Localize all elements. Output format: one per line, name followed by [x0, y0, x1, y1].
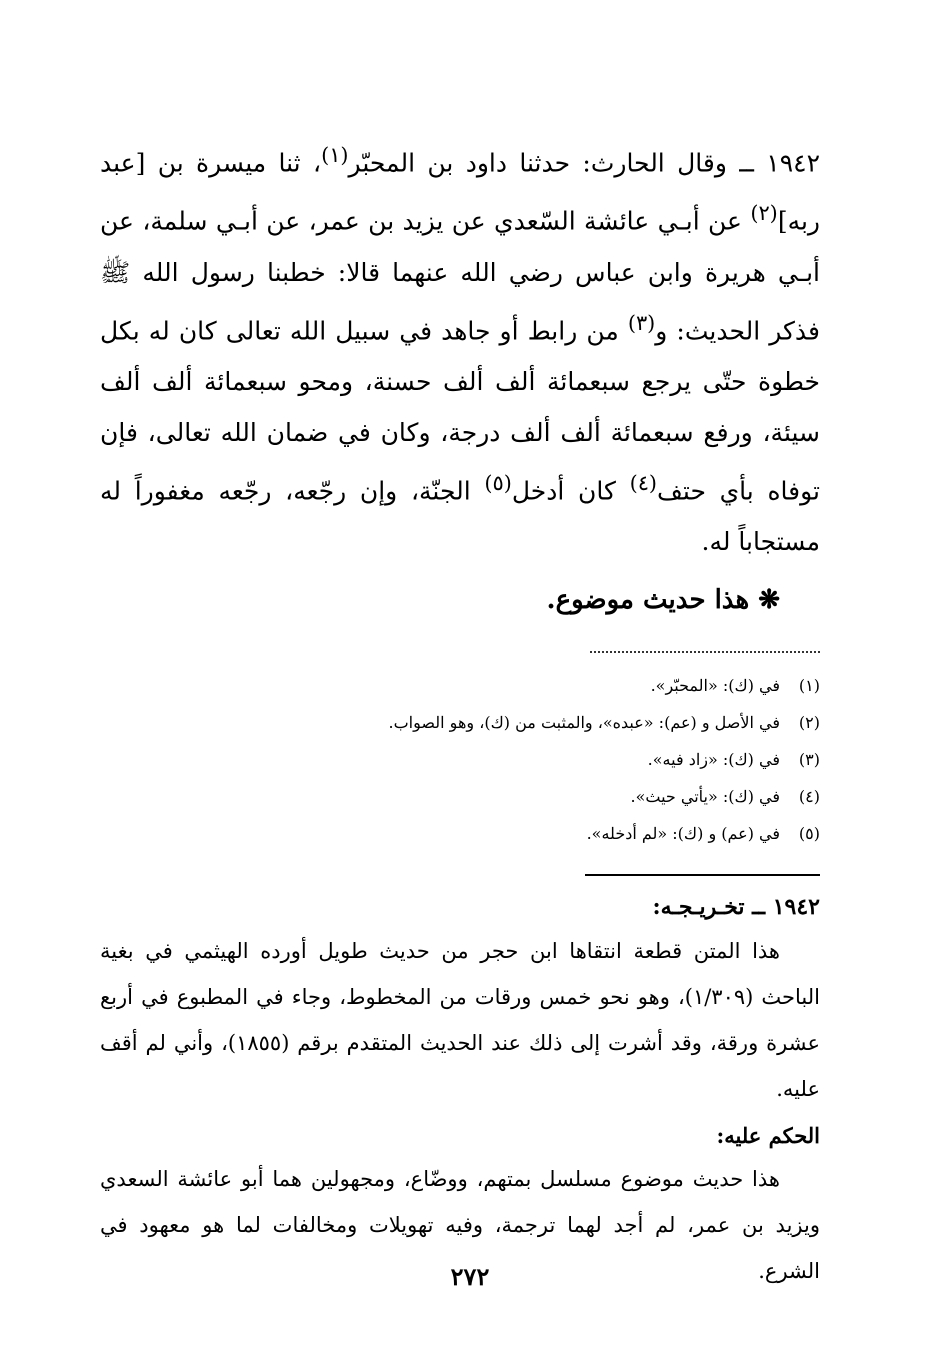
- footnote-separator: [590, 651, 820, 653]
- footnote-text: في (ك): «زاد فيه».: [647, 750, 780, 770]
- footnote-ref-1[interactable]: (١): [321, 143, 349, 167]
- footnote-text: في الأصل و (عم): «عبده»، والمثبت من (ك)، وهو الصواب.: [388, 713, 780, 733]
- hadith-text: [100, 130, 820, 567]
- footnote-ref-3[interactable]: (٣): [627, 310, 656, 335]
- footnote-number: (٢): [798, 713, 820, 733]
- page-number: ٢٧٢: [450, 1262, 490, 1291]
- section-rule: [585, 874, 820, 876]
- footnote-ref-2[interactable]: (٢): [750, 201, 778, 226]
- footnote-text: في (ك): «المحبّر».: [650, 676, 780, 696]
- hadith-part-2: ، ثنا ميسرة بن [عبد ربه]: [100, 148, 820, 236]
- footnote-text: في (ك): «يأتي حيث».: [630, 787, 780, 807]
- footnote-ref-5[interactable]: (٥): [484, 470, 512, 495]
- hadith-intro: ١٩٤٢ ــ وقال الحارث: حدثنا داود بن المحبّر: [348, 148, 820, 178]
- hadith-part-6: الجنّة، وإن رجّعه، رجّعه مغفوراً له مستجاباً له.: [100, 476, 820, 557]
- verdict: ❋ هذا حديث موضوع.: [546, 585, 780, 616]
- footnote-number: (٣): [798, 750, 820, 770]
- footnote-text: في (عم) و (ك): «لم أدخله».: [586, 824, 780, 844]
- footnote-number: (١): [798, 676, 820, 696]
- hadith-part-5: كان أدخل: [511, 476, 630, 506]
- footnote-item: [100, 704, 820, 741]
- footnote-number: (٤): [798, 787, 820, 807]
- footnotes-list: [100, 667, 820, 852]
- hadith-part-4: من رابط أو جاهد في سبيل الله تعالى كان له بكل خطوة حتّى يرجع سبعمائة ألف ألف حسنة، ومحو سبعمائة ألف ألف سيئة، ورفع سبعمائة ألف ألف درجة، وكان في ضمان الله تعالى، فإن توفاه بأي حتف: [100, 315, 820, 506]
- footnote-item: [100, 778, 820, 815]
- takhrij-title: ١٩٤٢ ــ تخـريـجـه:: [652, 894, 820, 921]
- hadith-part-3: عن أبـي عائشة السّعدي عن يزيد بن عمر، عن أبـي سلمة، عن أبـي هريرة وابن عباس رضي الله عنهما قالا: خطبنا رسول الله ﷺ فذكر الحديث: و: [100, 206, 821, 345]
- takhrij-text: هذا المتن قطعة انتقاها ابن حجر من حديث طويل أورده الهيثمي في بغية الباحث (١/٣٠٩)، وهو نحو خمس ورقات من المخطوط، وجاء في المطبوع في أربع عشرة ورقة، وقد أشرت إلى ذلك عند الحديث المتقدم برقم (١٨٥٥)، وأني لم أقف عليه.: [100, 939, 820, 1102]
- hukm-title: الحكم عليه:: [716, 1123, 820, 1149]
- footnote-number: (٥): [798, 824, 820, 844]
- page-body: [100, 130, 820, 1294]
- footnote-item: [100, 667, 820, 704]
- footnote-item: [100, 741, 820, 778]
- footnote-ref-4[interactable]: (٤): [629, 470, 658, 495]
- footnote-item: [100, 815, 820, 852]
- hukm-text: هذا حديث موضوع مسلسل بمتهم، ووضّاع، ومجهولين هما أبو عائشة السعدي ويزيد بن عمر، لم أجد لهما ترجمة، وفيه تهويلات ومخالفات لما هو معهود في الشرع.: [100, 1167, 820, 1284]
